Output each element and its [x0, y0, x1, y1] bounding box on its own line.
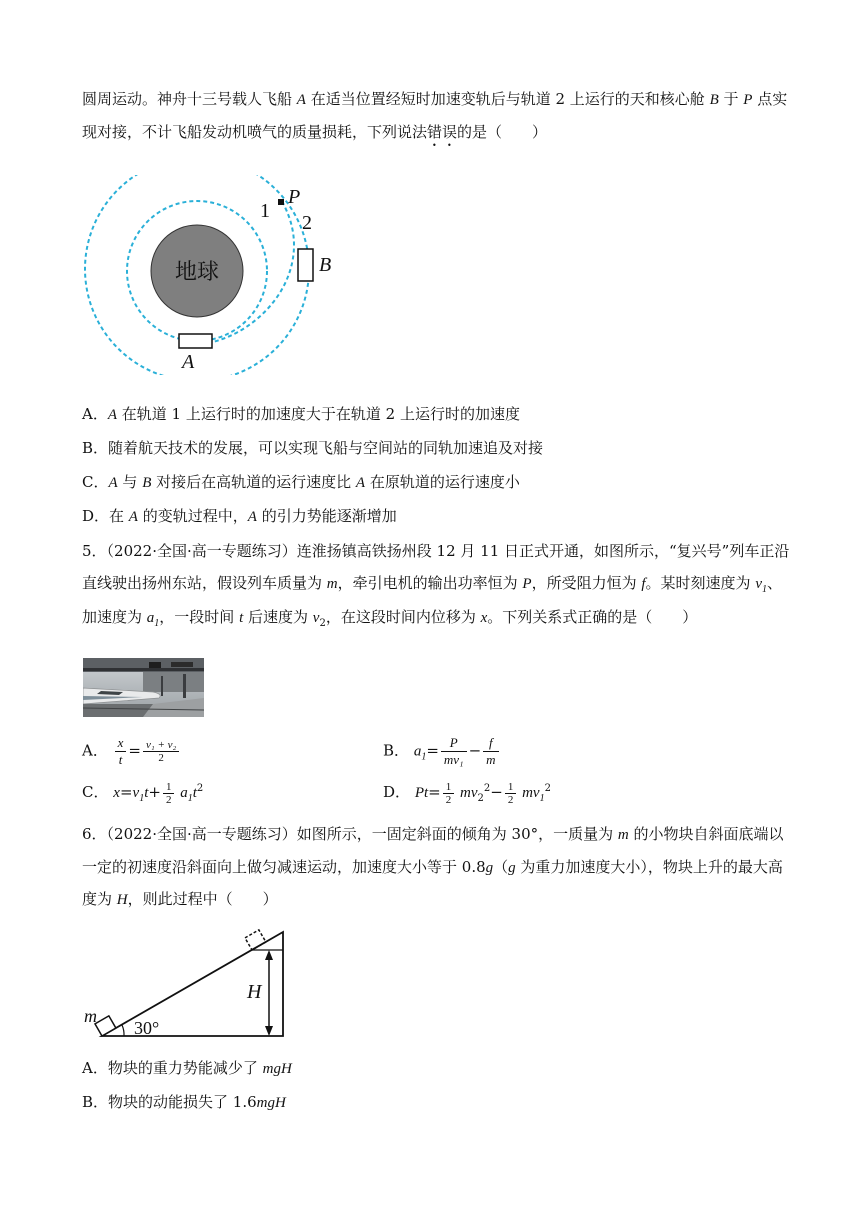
angle-label: 30°	[134, 1018, 160, 1038]
orbit2-label: 2	[302, 212, 312, 234]
station-b-label: B	[319, 254, 332, 276]
train-photo-illustration	[83, 658, 204, 717]
q4-option-d[interactable]: D．在 A 的变轨过程中，A 的引力势能逐渐增加	[82, 507, 397, 525]
q5-option-a[interactable]: A． $\frac{x}{t}$ = $\frac{\text{v₁ + v₂}}{2}$	[82, 735, 181, 768]
point-p-label: P	[288, 186, 301, 208]
q6-option-a[interactable]: A．物块的重力势能减少了 mgH	[82, 1059, 292, 1077]
q5-stem-line3: 加速度为 $a_1$，一段时间 t 后速度为 $v_2$，在这段时间内位移为 x。下列关系式正确的是（ ）	[82, 608, 698, 629]
q5-option-b[interactable]: B． $a_1=$ $\frac{P}{\text{mv₁}}$ − $\frac{f}{m}$	[383, 735, 501, 768]
q6-stem-line1: 6．（2022·全国·高一专题练习）如图所示，一固定斜面的倾角为 30°，一质量为 m 的小物块自斜面底端以	[82, 825, 784, 843]
station-b-rect	[298, 249, 313, 281]
q5-option-c[interactable]: C． $x=v_1t+$ $\frac{1}{2}$ $a_1t^2$	[82, 780, 204, 806]
ship-a-label: A	[182, 351, 195, 373]
point-p-marker	[278, 199, 284, 205]
earth-label: 地球	[174, 260, 220, 285]
orbit1-label: 1	[260, 200, 270, 222]
mass-label: m	[84, 1006, 97, 1026]
block-bottom	[95, 1016, 116, 1036]
incline-diagram	[82, 920, 297, 1050]
q4-stem-line1: 圆周运动。神舟十三号载人飞船 A 在适当位置经短时加速变轨后与轨道 2 上运行的天和核心舱 B 于 P 点实	[82, 90, 788, 108]
q6-stem-line3: 度为 H，则此过程中（ ）	[82, 890, 278, 908]
height-label: H	[247, 981, 262, 1003]
q4-option-b[interactable]: B．随着航天技术的发展，可以实现飞船与空间站的同轨加速追及对接	[82, 439, 544, 457]
q4-stem-line2: 现对接，不计飞船发动机喷气的质量损耗，下列说法错误的是（ ）	[82, 123, 548, 141]
q5-stem-line2: 直线驶出扬州东站，假设列车质量为 m，牵引电机的输出功率恒为 P，所受阻力恒为 f。某时刻速度为 $v_1$、	[82, 574, 782, 595]
orbit-diagram	[80, 175, 350, 375]
height-arrow-up	[265, 950, 273, 960]
q5-option-d[interactable]: D． Pt= $\frac{1}{2}$ $mv_2^2-$ $\frac{1}{2}$ $mv_1^2$	[383, 780, 551, 806]
angle-arc	[122, 1025, 124, 1036]
height-arrow-down	[265, 1026, 273, 1036]
q6-option-b[interactable]: B．物块的动能损失了 1.6mgH	[82, 1093, 286, 1111]
q4-option-a[interactable]: A．A 在轨道 1 上运行时的加速度大于在轨道 2 上运行时的加速度	[82, 405, 520, 423]
emphasis-word: 错误	[427, 123, 458, 141]
train-photo	[83, 658, 204, 717]
q6-stem-line2: 一定的初速度沿斜面向上做匀减速运动，加速度大小等于 0.8g（g 为重力加速度大小），物块上升的最大高	[82, 858, 783, 876]
q5-stem-line1: 5．（2022·全国·高一专题练习）连淮扬镇高铁扬州段 12 月 11 日正式开通，如图所示，“复兴号”列车正沿	[82, 542, 790, 560]
ship-a-rect	[179, 334, 212, 348]
q4-option-c[interactable]: C．A 与 B 对接后在高轨道的运行速度比 A 在原轨道的运行速度小	[82, 473, 520, 491]
